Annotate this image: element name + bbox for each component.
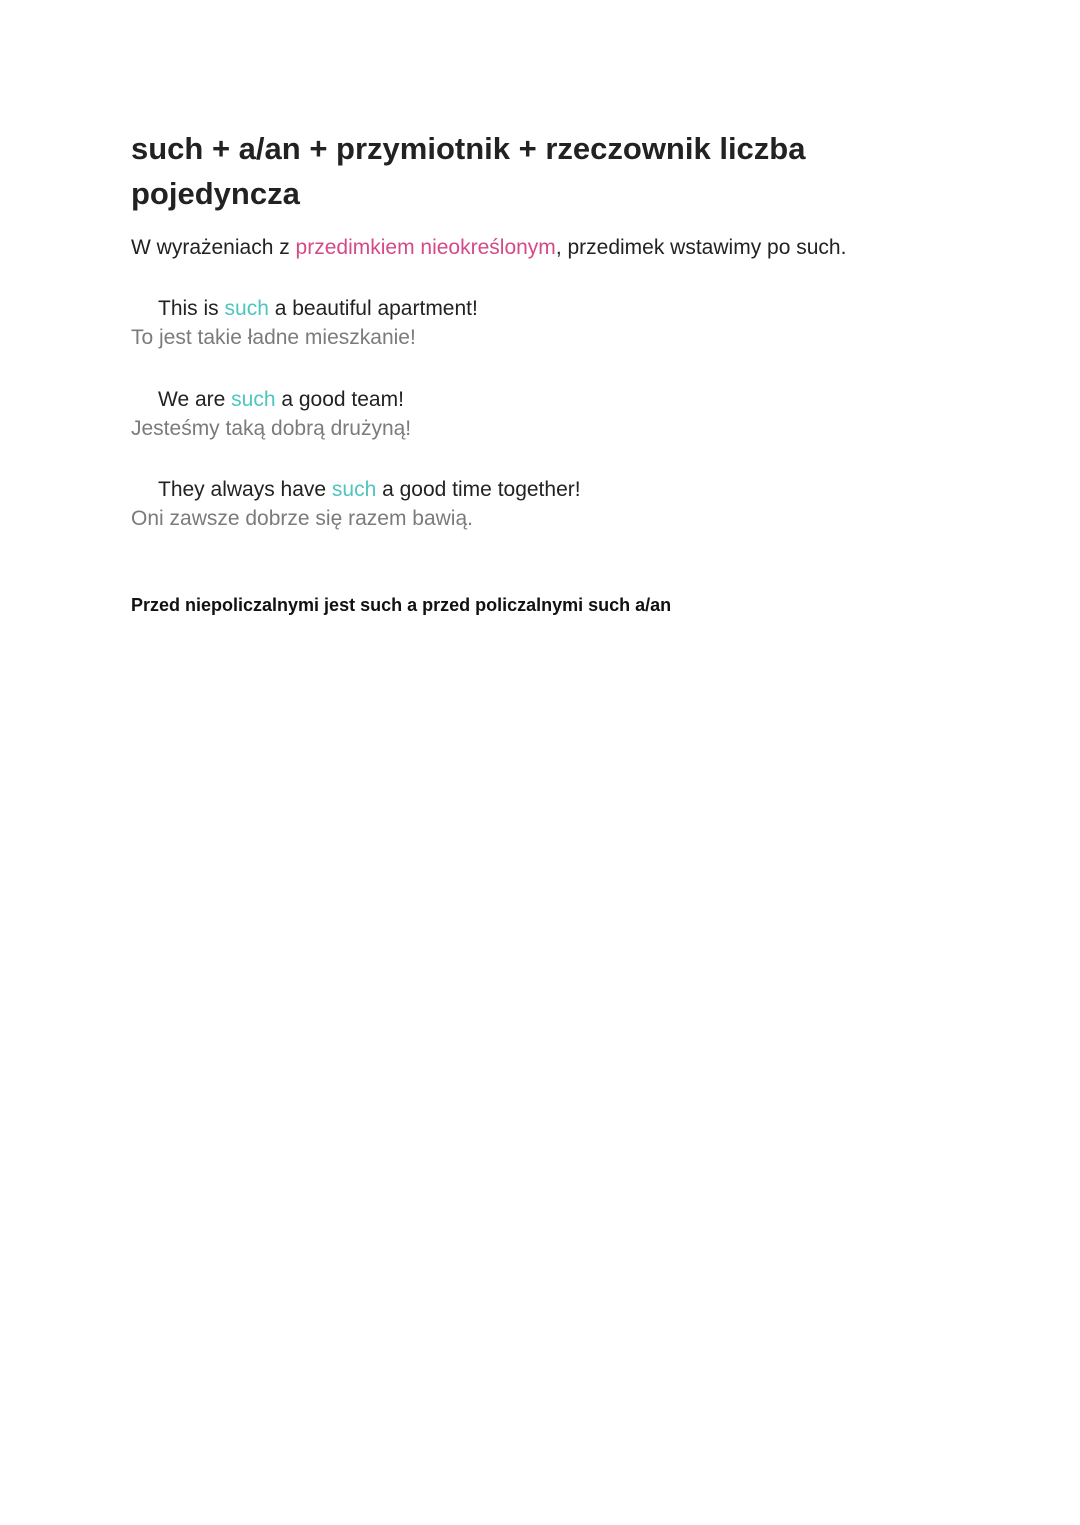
intro-text-after: , przedimek wstawimy po such. (555, 236, 847, 259)
example-2 (131, 385, 991, 443)
example-keyword: such (331, 478, 377, 501)
example-english (158, 475, 991, 505)
intro-paragraph (131, 233, 991, 263)
grammar-note: Przed niepoliczalnymi jest such a przed policzalnymi such a/an (131, 595, 672, 615)
example-keyword: such (231, 388, 276, 411)
example-english (158, 385, 991, 415)
section-heading: such + a/an + przymiotnik + rzeczownik liczba pojedyncza (131, 131, 806, 211)
example-1 (131, 294, 991, 352)
example-en-before: We are (158, 388, 232, 411)
example-en-after: a good team! (275, 388, 404, 411)
example-en-after: a beautiful apartment! (268, 297, 478, 320)
example-en-before: This is (158, 297, 225, 320)
example-3 (131, 475, 991, 533)
example-translation: Jesteśmy taką dobrą drużyną! (131, 417, 412, 440)
example-translation: Oni zawsze dobrze się razem bawią. (131, 507, 473, 530)
intro-text-before: W wyrażeniach z (131, 236, 296, 259)
example-translation: To jest takie ładne mieszkanie! (131, 326, 416, 349)
example-en-after: a good time together! (376, 478, 581, 501)
example-keyword: such (224, 297, 269, 320)
intro-highlight: przedimkiem nieokreślonym (295, 236, 556, 259)
example-en-before: They always have (158, 478, 332, 501)
example-english (158, 294, 991, 324)
